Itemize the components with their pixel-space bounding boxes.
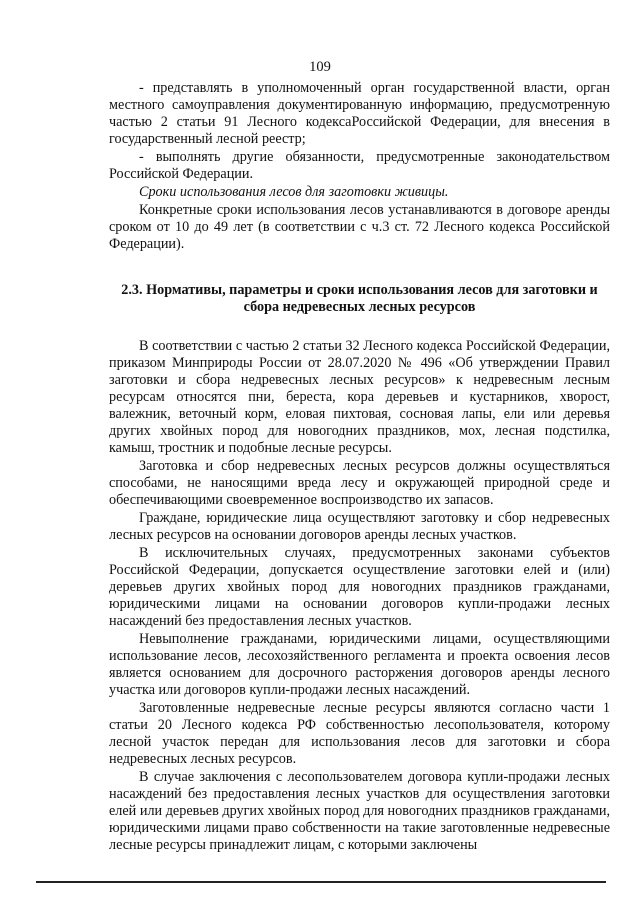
section-heading: 2.3. Нормативы, параметры и сроки использования лесов для заготовки и сбора недревесных лесных ресурсов bbox=[121, 282, 598, 315]
paragraph-subheading-resin-terms: Сроки использования лесов для заготовки живицы. bbox=[139, 184, 449, 200]
paragraph-harvest-methods: Заготовка и сбор недревесных лесных ресурсов должны осуществляться способами, не наносящими вреда лесу и окружающей природной среде и обеспечивающими своевременное воспроизводство их запасов. bbox=[109, 458, 610, 508]
paragraph-ownership-purchase: В случае заключения с лесопользователем договора купли-продажи лесных насаждений без предоставления лесных участков для осуществления заготовки елей или деревьев других хвойных пород для новогодних праздников гражданами, юридическими лицами право собственности на такие заготовленные недревесные лесные ресурсы принадлежит лицам, с которыми заключены bbox=[109, 769, 610, 853]
paragraph-lease-basis: Граждане, юридические лица осуществляют заготовку и сбор недревесных лесных ресурсов на основании договоров аренды лесных участков. bbox=[109, 510, 610, 543]
bottom-rule bbox=[36, 881, 606, 883]
paragraph-non-timber-definition: В соответствии с частью 2 статьи 32 Лесного кодекса Российской Федерации, приказом Минприроды России от 28.07.2020 № 496 «Об утверждении Правил заготовки и сбора недревесных лесных ресурсов» к недревесным лесным ресурсам относятся пни, береста, кора деревьев и кустарников, хворост, валежник, веточный корм, еловая пихтовая, сосновая лапы, ели или деревья других хвойных пород для новогодних праздников, мох, лесная подстилка, камыш, тростник и подобные лесные ресурсы. bbox=[109, 338, 610, 456]
page-content bbox=[109, 80, 610, 854]
page-number: 109 bbox=[309, 59, 331, 75]
paragraph-obligation-reporting: - представлять в уполномоченный орган государственной власти, орган местного самоуправления документированную информацию, предусмотренную частью 2 статьи 91 Лесного кодексаРоссийской Федерации, для внесения в государственный лесной реестр; bbox=[109, 80, 610, 147]
paragraph-obligation-other: - выполнять другие обязанности, предусмотренные законодательством Российской Федерации. bbox=[109, 149, 610, 182]
paragraph-exceptional-cases: В исключительных случаях, предусмотренных законами субъектов Российской Федерации, допускается осуществление заготовки елей и (или) деревьев других хвойных пород для новогодних праздников гражданами, юридическими лицами на основании договоров купли-продажи лесных насаждений без предоставления лесных участков. bbox=[109, 545, 610, 629]
paragraph-resin-lease-terms: Конкретные сроки использования лесов устанавливаются в договоре аренды сроком от 10 до 49 лет (в соответствии с ч.3 ст. 72 Лесного кодекса Российской Федерации). bbox=[109, 202, 610, 252]
paragraph-termination-grounds: Невыполнение гражданами, юридическими лицами, осуществляющими использование лесов, лесохозяйственного регламента и проекта освоения лесов является основанием для досрочного расторжения договоров аренды лесного участка или договоров купли-продажи лесных насаждений. bbox=[109, 631, 610, 698]
paragraph-ownership-lessee: Заготовленные недревесные лесные ресурсы являются согласно части 1 статьи 20 Лесного кодекса РФ собственностью лесопользователя, которому лесной участок передан для использования лесов для заготовки и сбора недревесных лесных ресурсов. bbox=[109, 700, 610, 767]
